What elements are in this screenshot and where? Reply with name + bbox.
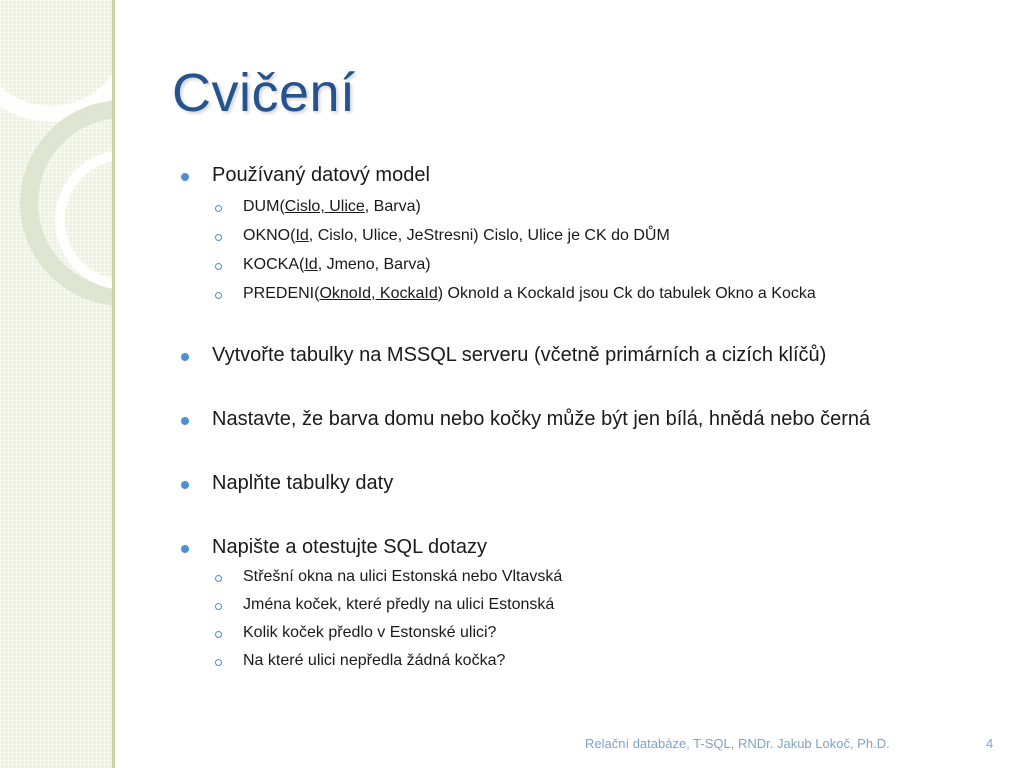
sub-bullet-item: Jména koček, které předly na ulici Estonská — [243, 596, 555, 613]
sub-bullet-item: KOCKA(Id, Jmeno, Barva) — [243, 256, 431, 273]
bullet-item: Nastavte, že barva domu nebo kočky může být jen bílá, hnědá nebo černá — [212, 408, 871, 430]
bullet-item: Napište a otestujte SQL dotazy — [212, 536, 487, 558]
sub-bullet-icon — [215, 659, 222, 666]
sub-bullet-item: Kolik koček předlo v Estonské ulici? — [243, 624, 497, 641]
bullet-icon — [181, 173, 189, 181]
bullet-icon — [181, 545, 189, 553]
sub-bullet-item: Na které ulici nepředla žádná kočka? — [243, 652, 506, 669]
page-number: 4 — [986, 736, 994, 751]
bullet-item: Používaný datový model — [212, 164, 430, 186]
sub-bullet-icon — [215, 205, 222, 212]
sub-bullet-icon — [215, 575, 222, 582]
bullet-item: Naplňte tabulky daty — [212, 472, 394, 494]
sub-bullet-item: PREDENI(OknoId, KockaId) OknoId a KockaId jsou Ck do tabulek Okno a Kocka — [243, 285, 816, 302]
bullet-icon — [181, 417, 189, 425]
slide-title: Cvičení — [172, 63, 356, 123]
bullet-item: Vytvořte tabulky na MSSQL serveru (včetně primárních a cizích klíčů) — [212, 344, 827, 366]
sub-bullet-item: DUM(Cislo, Ulice, Barva) — [243, 198, 421, 215]
sub-bullet-icon — [215, 263, 222, 270]
sub-bullet-item: Střešní okna na ulici Estonská nebo Vltavská — [243, 568, 563, 585]
sub-bullet-item: OKNO(Id, Cislo, Ulice, JeStresni) Cislo, Ulice je CK do DŮM — [243, 227, 670, 244]
sub-bullet-icon — [215, 234, 222, 241]
bullet-icon — [181, 481, 189, 489]
slide-footer: Relační databáze, T-SQL, RNDr. Jakub Lokoč, Ph.D. — [585, 736, 890, 751]
bullet-icon — [181, 353, 189, 361]
sub-bullet-icon — [215, 292, 222, 299]
sub-bullet-icon — [215, 603, 222, 610]
sub-bullet-icon — [215, 631, 222, 638]
